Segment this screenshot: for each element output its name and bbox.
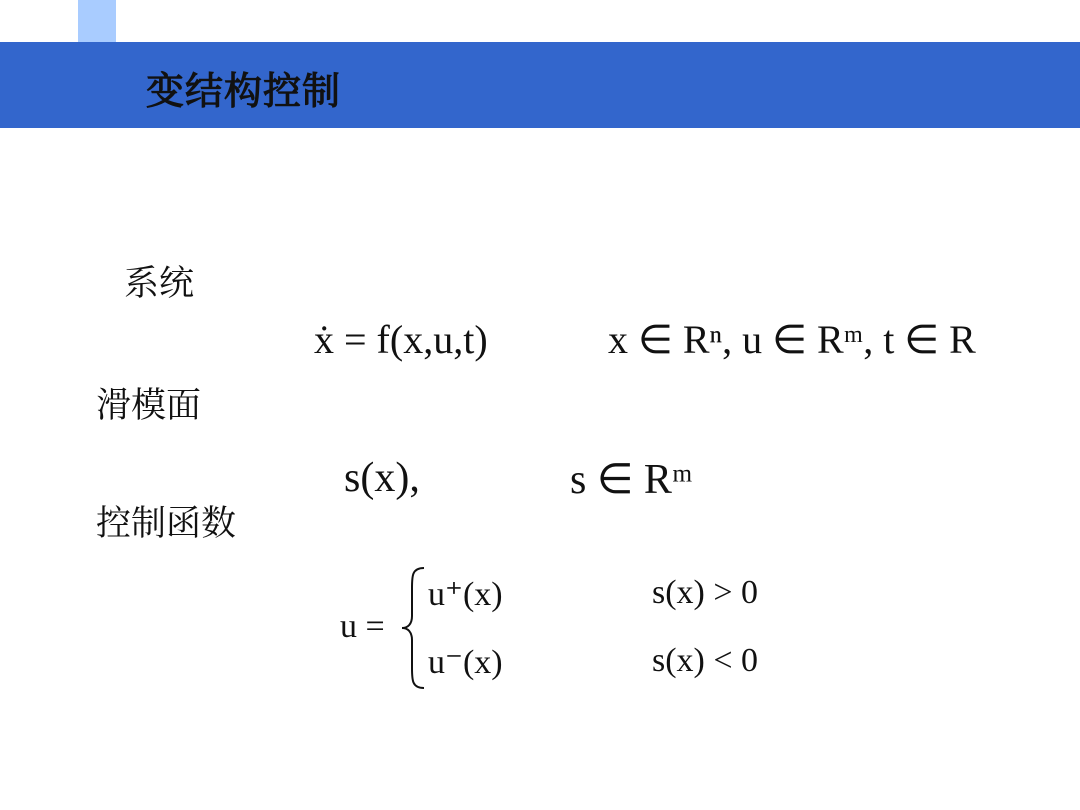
section-label-control-function: 控制函数 bbox=[96, 504, 237, 544]
system-equation: ẋ = f(x,u,t) bbox=[314, 317, 488, 362]
sliding-surface-equation: s(x), bbox=[344, 455, 420, 501]
control-lhs: u = bbox=[340, 608, 385, 645]
slide-title: 变结构控制 bbox=[146, 69, 342, 113]
condition-positive: s(x) > 0 bbox=[652, 574, 759, 611]
section-label-system: 系统 bbox=[124, 264, 195, 304]
control-case-positive: u⁺(x) bbox=[428, 576, 503, 613]
decor-square bbox=[78, 0, 116, 44]
sliding-surface-domain: s ∈ Rᵐ bbox=[570, 457, 693, 503]
section-label-sliding-surface: 滑模面 bbox=[96, 386, 202, 426]
control-case-negative: u⁻(x) bbox=[428, 644, 503, 681]
condition-negative: s(x) < 0 bbox=[652, 642, 759, 679]
left-brace-icon bbox=[398, 566, 432, 690]
system-domain: x ∈ Rⁿ, u ∈ Rᵐ, t ∈ R bbox=[608, 317, 976, 362]
